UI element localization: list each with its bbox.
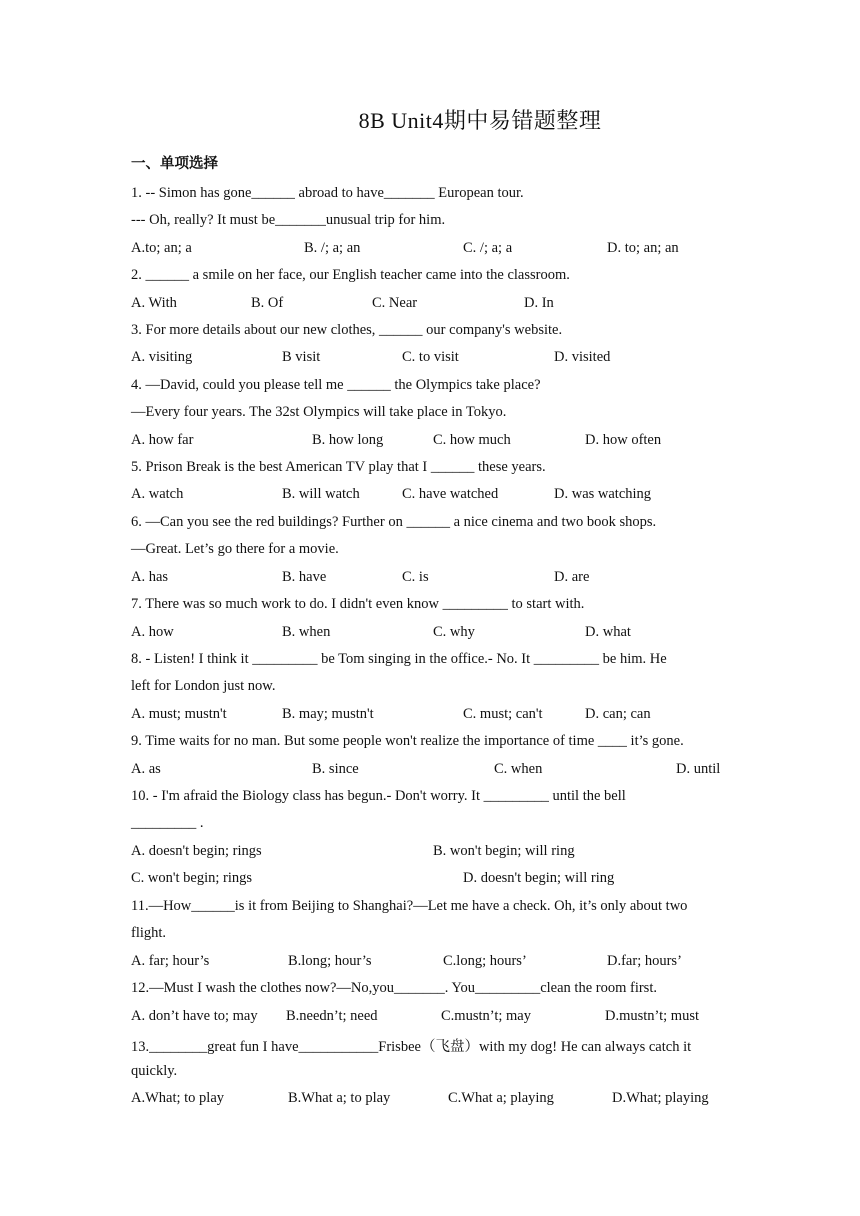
question-4-option-d: D. how often bbox=[585, 432, 662, 448]
question-12-option-a: A. don’t have to; may bbox=[131, 1008, 258, 1024]
question-3-option-a: A. visiting bbox=[131, 349, 193, 365]
question-8-option-a: A. must; mustn't bbox=[131, 706, 227, 722]
question-8-option-d: D. can; can bbox=[585, 706, 651, 722]
question-1-option-d: D. to; an; an bbox=[607, 240, 679, 256]
question-4-option-c: C. how much bbox=[433, 432, 511, 448]
question-11-line-2: flight. bbox=[131, 925, 167, 941]
question-10-option-c: C. won't begin; rings bbox=[131, 870, 253, 886]
question-7-line-1: 7. There was so much work to do. I didn't even know _________ to start with. bbox=[131, 596, 585, 612]
question-2-option-c: C. Near bbox=[372, 295, 418, 311]
question-11-option-c: C.long; hours’ bbox=[443, 953, 527, 969]
question-12-option-c: C.mustn’t; may bbox=[441, 1008, 531, 1024]
question-11-option-d: D.far; hours’ bbox=[607, 953, 682, 969]
question-13-option-b: B.What a; to play bbox=[288, 1090, 391, 1106]
page-title: 8B Unit4期中易错题整理 bbox=[358, 108, 602, 133]
question-4-line-2: —Every four years. The 32st Olympics will take place in Tokyo. bbox=[131, 404, 507, 420]
question-13-line-2: quickly. bbox=[131, 1063, 178, 1079]
question-1-option-a: A.to; an; a bbox=[131, 240, 192, 256]
question-10-option-d: D. doesn't begin; will ring bbox=[463, 870, 615, 886]
question-6-option-b: B. have bbox=[282, 569, 327, 585]
question-12-option-b: B.needn’t; need bbox=[286, 1008, 378, 1024]
question-9-line-1: 9. Time waits for no man. But some people won't realize the importance of time ____ it’s gone. bbox=[131, 733, 684, 749]
question-2-option-a: A. With bbox=[131, 295, 177, 311]
section-heading: 一、单项选择 bbox=[131, 156, 218, 172]
question-9-option-d: D. until bbox=[676, 761, 721, 777]
question-9-option-c: C. when bbox=[494, 761, 543, 777]
question-8-option-c: C. must; can't bbox=[463, 706, 543, 722]
question-8-option-b: B. may; mustn't bbox=[282, 706, 374, 722]
question-3-line-1: 3. For more details about our new clothes, ______ our company's website. bbox=[131, 322, 563, 338]
question-5-option-c: C. have watched bbox=[402, 486, 499, 502]
question-2-option-b: B. Of bbox=[251, 295, 284, 311]
question-10-option-b: B. won't begin; will ring bbox=[433, 843, 575, 859]
question-10-line-2: _________ . bbox=[131, 815, 204, 831]
question-10-option-a: A. doesn't begin; rings bbox=[131, 843, 262, 859]
question-7-option-d: D. what bbox=[585, 624, 631, 640]
question-6-option-a: A. has bbox=[131, 569, 169, 585]
question-5-option-b: B. will watch bbox=[282, 486, 360, 502]
question-3-option-c: C. to visit bbox=[402, 349, 459, 365]
question-7-option-c: C. why bbox=[433, 624, 475, 640]
question-4-option-a: A. how far bbox=[131, 432, 194, 448]
question-8-line-1: 8. - Listen! I think it _________ be Tom singing in the office.- No. It _________ be him. He bbox=[131, 651, 667, 667]
question-12-option-d: D.mustn’t; must bbox=[605, 1008, 699, 1024]
question-1-line-1: 1. -- Simon has gone______ abroad to have_______ European tour. bbox=[131, 185, 524, 201]
question-6-line-2: —Great. Let’s go there for a movie. bbox=[131, 541, 339, 557]
question-13-option-c: C.What a; playing bbox=[448, 1090, 554, 1106]
question-6-option-c: C. is bbox=[402, 569, 429, 585]
question-11-option-b: B.long; hour’s bbox=[288, 953, 372, 969]
question-6-line-1: 6. —Can you see the red buildings? Further on ______ a nice cinema and two book shops. bbox=[131, 514, 657, 530]
question-9-option-b: B. since bbox=[312, 761, 359, 777]
question-2-line-1: 2. ______ a smile on her face, our English teacher came into the classroom. bbox=[131, 267, 570, 283]
question-6-option-d: D. are bbox=[554, 569, 590, 585]
question-9-option-a: A. as bbox=[131, 761, 161, 777]
question-8-line-2: left for London just now. bbox=[131, 678, 276, 694]
question-4-option-b: B. how long bbox=[312, 432, 384, 448]
question-12-line-1: 12.—Must I wash the clothes now?—No,you_______. You_________clean the room first. bbox=[131, 980, 657, 996]
question-5-option-a: A. watch bbox=[131, 486, 184, 502]
question-13-option-a: A.What; to play bbox=[131, 1090, 225, 1106]
question-1-line-2: --- Oh, really? It must be_______unusual trip for him. bbox=[131, 212, 446, 228]
question-4-line-1: 4. —David, could you please tell me ______ the Olympics take place? bbox=[131, 377, 541, 393]
question-5-option-d: D. was watching bbox=[554, 486, 652, 502]
question-10-line-1: 10. - I'm afraid the Biology class has begun.- Don't worry. It _________ until the bell bbox=[131, 788, 626, 804]
question-5-line-1: 5. Prison Break is the best American TV play that I ______ these years. bbox=[131, 459, 546, 475]
question-11-line-1: 11.—How______is it from Beijing to Shanghai?—Let me have a check. Oh, it’s only about two bbox=[131, 898, 688, 914]
question-7-option-b: B. when bbox=[282, 624, 331, 640]
question-7-option-a: A. how bbox=[131, 624, 174, 640]
question-3-option-d: D. visited bbox=[554, 349, 611, 365]
question-11-option-a: A. far; hour’s bbox=[131, 953, 210, 969]
question-13-option-d: D.What; playing bbox=[612, 1090, 709, 1106]
question-1-option-c: C. /; a; a bbox=[463, 240, 513, 256]
question-2-option-d: D. In bbox=[524, 295, 554, 311]
question-3-option-b: B visit bbox=[282, 349, 321, 365]
question-13-line-1: 13.________great fun I have___________Frisbee（飞盘）with my dog! He can always catch it bbox=[131, 1039, 692, 1055]
question-1-option-b: B. /; a; an bbox=[304, 240, 361, 256]
